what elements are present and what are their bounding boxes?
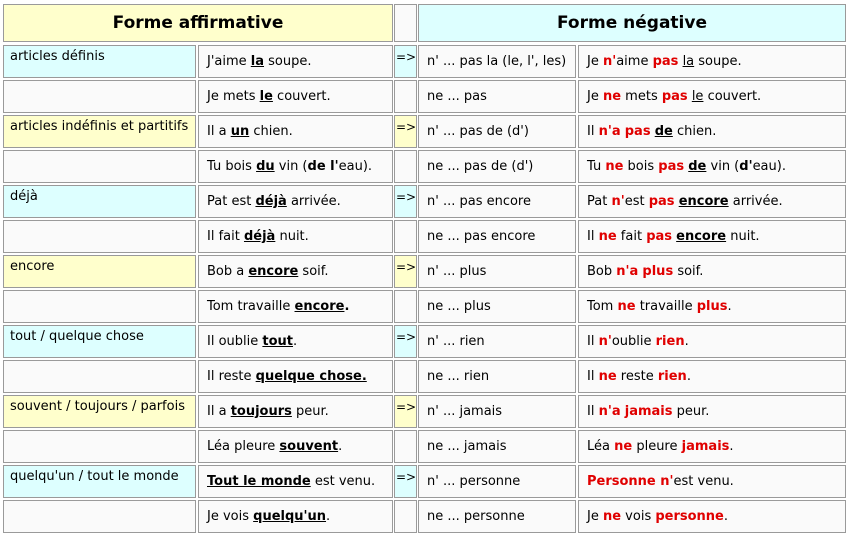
neg-fragment: .	[723, 509, 729, 524]
negation-form-label: n' ... jamais	[427, 404, 503, 419]
neg-fragment: d'	[739, 159, 753, 174]
header-affirmative: Forme affirmative	[3, 4, 393, 42]
negation-form	[418, 220, 576, 253]
aff-fragment: vin (	[274, 159, 308, 174]
negation-form-label: ne ... pas encore	[427, 229, 536, 244]
arrow-label: =>	[396, 260, 417, 274]
neg-fragment: Personne n'	[587, 474, 674, 489]
category-cell	[3, 430, 196, 463]
header-spacer	[394, 4, 417, 42]
negation-form-label: n' ... personne	[427, 474, 521, 489]
category-label: encore	[10, 259, 55, 274]
neg-fragment: ne	[614, 439, 633, 454]
category-cell	[3, 325, 196, 358]
negation-form	[418, 290, 576, 323]
neg-fragment: ne	[602, 509, 622, 524]
category-cell	[3, 185, 196, 218]
neg-fragment: .	[727, 299, 732, 314]
negative-example	[578, 80, 846, 113]
neg-fragment: de	[688, 159, 707, 174]
negation-form	[418, 115, 576, 148]
category-cell	[3, 220, 196, 253]
neg-fragment: n'	[598, 334, 612, 349]
neg-fragment: n'a	[598, 124, 621, 139]
negation-form	[418, 395, 576, 428]
affirmative-example	[198, 290, 393, 323]
header-negative: Forme négative	[418, 4, 846, 42]
neg-fragment: reste	[616, 369, 658, 384]
negation-form	[418, 325, 576, 358]
category-label: articles indéfinis et partitifs	[10, 119, 189, 134]
affirmative-example	[198, 360, 393, 393]
category-label: articles définis	[10, 49, 105, 64]
neg-fragment: ne	[598, 229, 617, 244]
arrow-cell	[394, 115, 417, 148]
aff-fragment: Pat est	[207, 194, 256, 209]
aff-fragment: couvert.	[272, 89, 331, 104]
neg-fragment: n'	[611, 194, 625, 209]
neg-fragment: personne	[655, 509, 724, 524]
arrow-cell	[394, 185, 417, 218]
neg-fragment: Il	[587, 369, 599, 384]
negative-example	[578, 290, 846, 323]
aff-fragment: Je mets	[207, 89, 260, 104]
neg-fragment: bois	[623, 159, 659, 174]
affirmative-example	[198, 115, 393, 148]
aff-fragment: déjà	[243, 229, 276, 244]
neg-fragment: chien.	[672, 124, 717, 139]
neg-fragment: Bob	[587, 264, 617, 279]
category-label: souvent / toujours / parfois	[10, 399, 185, 414]
category-cell	[3, 465, 196, 498]
aff-fragment: soupe.	[264, 54, 312, 69]
aff-fragment: de l'	[307, 159, 339, 174]
aff-fragment: chien.	[249, 124, 293, 139]
aff-fragment: Tu bois	[207, 159, 257, 174]
negative-example	[578, 45, 846, 78]
negative-example	[578, 255, 846, 288]
neg-fragment: rien	[657, 369, 687, 384]
arrow-spacer	[394, 80, 417, 113]
neg-fragment: Je	[587, 54, 603, 69]
aff-fragment: la	[250, 54, 265, 69]
aff-fragment: arrivée.	[286, 194, 341, 209]
category-cell	[3, 255, 196, 288]
negation-form	[418, 500, 576, 533]
neg-fragment: eau).	[752, 159, 786, 174]
neg-fragment: pas	[646, 229, 673, 244]
neg-fragment: ne	[605, 159, 624, 174]
neg-fragment: Je	[587, 509, 603, 524]
category-cell	[3, 395, 196, 428]
aff-fragment: toujours	[230, 404, 292, 419]
neg-fragment: Il	[587, 404, 599, 419]
negation-form	[418, 360, 576, 393]
negation-form-label: n' ... pas de (d')	[427, 124, 529, 139]
negative-example	[578, 115, 846, 148]
neg-fragment: le	[691, 89, 704, 104]
neg-fragment: est	[624, 194, 649, 209]
affirmative-example	[198, 45, 393, 78]
arrow-label: =>	[396, 470, 417, 484]
aff-fragment: est venu.	[310, 474, 376, 489]
negative-example	[578, 185, 846, 218]
category-cell	[3, 500, 196, 533]
aff-fragment: quelqu'un	[253, 509, 327, 524]
neg-fragment: pleure	[632, 439, 682, 454]
arrow-spacer	[394, 430, 417, 463]
neg-fragment: encore	[676, 229, 727, 244]
arrow-cell	[394, 45, 417, 78]
aff-fragment: Bob a	[207, 264, 249, 279]
category-cell	[3, 45, 196, 78]
negative-example	[578, 500, 846, 533]
aff-fragment: Je vois	[207, 509, 254, 524]
category-label: tout / quelque chose	[10, 329, 144, 344]
neg-fragment: jamais	[681, 439, 730, 454]
category-cell	[3, 115, 196, 148]
negation-form-label: ne ... personne	[427, 509, 525, 524]
neg-fragment: est venu.	[673, 474, 734, 489]
negative-example	[578, 150, 846, 183]
negation-form	[418, 150, 576, 183]
neg-fragment: plus	[642, 264, 674, 279]
negation-form-label: ne ... jamais	[427, 439, 507, 454]
negative-example	[578, 395, 846, 428]
aff-fragment: soif.	[298, 264, 329, 279]
neg-fragment: Pat	[587, 194, 612, 209]
arrow-label: =>	[396, 330, 417, 344]
neg-fragment: Il	[587, 334, 599, 349]
neg-fragment: aime	[616, 54, 653, 69]
arrow-spacer	[394, 290, 417, 323]
neg-fragment: la	[682, 54, 695, 69]
negation-form-label: ne ... plus	[427, 299, 491, 314]
neg-fragment: pas	[658, 159, 685, 174]
neg-fragment: pas	[648, 194, 675, 209]
affirmative-example	[198, 500, 393, 533]
negation-form-label: ne ... pas	[427, 89, 487, 104]
negative-example	[578, 360, 846, 393]
neg-fragment: Tu	[587, 159, 606, 174]
neg-fragment: Il	[587, 124, 599, 139]
neg-fragment: Léa	[587, 439, 615, 454]
aff-fragment: encore	[294, 299, 345, 314]
arrow-cell	[394, 465, 417, 498]
aff-fragment: le	[259, 89, 273, 104]
neg-fragment: soupe.	[694, 54, 742, 69]
aff-fragment: .	[344, 299, 350, 314]
neg-fragment: n'	[602, 54, 617, 69]
neg-fragment: oublie	[611, 334, 656, 349]
neg-fragment: jamais	[624, 404, 673, 419]
aff-fragment: .	[293, 334, 298, 349]
neg-fragment: peur.	[672, 404, 710, 419]
category-label: déjà	[10, 189, 38, 204]
aff-fragment: souvent	[279, 439, 339, 454]
negation-form-label: n' ... plus	[427, 264, 487, 279]
arrow-spacer	[394, 220, 417, 253]
arrow-spacer	[394, 150, 417, 183]
arrow-cell	[394, 255, 417, 288]
arrow-label: =>	[396, 50, 417, 64]
neg-fragment: ne	[617, 299, 636, 314]
negation-form-label: ne ... rien	[427, 369, 490, 384]
category-cell	[3, 80, 196, 113]
affirmative-example	[198, 185, 393, 218]
aff-fragment: Tout le monde	[207, 474, 311, 489]
neg-fragment: couvert.	[703, 89, 762, 104]
aff-fragment: Il a	[207, 404, 231, 419]
negative-example	[578, 325, 846, 358]
neg-fragment: ne	[598, 369, 617, 384]
aff-fragment: J'aime	[207, 54, 251, 69]
aff-fragment: Il fait	[207, 229, 244, 244]
neg-fragment: n'a	[616, 264, 639, 279]
negation-form-label: n' ... pas encore	[427, 194, 531, 209]
neg-fragment: Tom	[587, 299, 618, 314]
aff-fragment: nuit.	[275, 229, 309, 244]
aff-fragment: Il reste	[207, 369, 256, 384]
neg-fragment: pas	[652, 54, 679, 69]
arrow-cell	[394, 325, 417, 358]
neg-fragment: .	[684, 334, 689, 349]
neg-fragment: soif.	[673, 264, 704, 279]
negation-form	[418, 185, 576, 218]
aff-fragment: du	[256, 159, 275, 174]
neg-fragment: rien	[655, 334, 685, 349]
neg-fragment: plus	[696, 299, 728, 314]
aff-fragment: quelque chose.	[255, 369, 367, 384]
arrow-label: =>	[396, 120, 417, 134]
neg-fragment: arrivée.	[728, 194, 783, 209]
aff-fragment: Il a	[207, 124, 231, 139]
aff-fragment: Léa pleure	[207, 439, 280, 454]
affirmative-example	[198, 80, 393, 113]
neg-fragment: vois	[621, 509, 656, 524]
negative-example	[578, 465, 846, 498]
negation-form	[418, 430, 576, 463]
neg-fragment: Je	[587, 89, 603, 104]
negation-form-label: n' ... rien	[427, 334, 485, 349]
affirmative-example	[198, 325, 393, 358]
neg-fragment: encore	[678, 194, 729, 209]
negation-form-label: ne ... pas de (d')	[427, 159, 534, 174]
negation-form	[418, 465, 576, 498]
neg-fragment: .	[686, 369, 691, 384]
affirmative-example	[198, 430, 393, 463]
arrow-cell	[394, 395, 417, 428]
neg-fragment: pas	[624, 124, 651, 139]
aff-fragment: eau).	[338, 159, 373, 174]
aff-fragment: peur.	[291, 404, 329, 419]
negation-form	[418, 45, 576, 78]
neg-fragment: pas	[661, 89, 688, 104]
neg-fragment: de	[654, 124, 673, 139]
negative-example	[578, 430, 846, 463]
affirmative-example	[198, 465, 393, 498]
aff-fragment: Tom travaille	[207, 299, 295, 314]
aff-fragment: déjà	[255, 194, 287, 209]
category-cell	[3, 290, 196, 323]
neg-fragment: .	[729, 439, 734, 454]
arrow-label: =>	[396, 400, 417, 414]
aff-fragment: encore	[248, 264, 299, 279]
negative-example	[578, 220, 846, 253]
category-cell	[3, 360, 196, 393]
affirmative-example	[198, 150, 393, 183]
neg-fragment: vin (	[706, 159, 740, 174]
category-cell	[3, 150, 196, 183]
aff-fragment: .	[338, 439, 343, 454]
arrow-spacer	[394, 500, 417, 533]
negation-form	[418, 255, 576, 288]
aff-fragment: un	[230, 124, 250, 139]
affirmative-example	[198, 255, 393, 288]
aff-fragment: Il oublie	[207, 334, 263, 349]
negation-form-label: n' ... pas la (le, l', les)	[427, 54, 567, 69]
neg-fragment: nuit.	[726, 229, 760, 244]
arrow-spacer	[394, 360, 417, 393]
affirmative-example	[198, 220, 393, 253]
category-label: quelqu'un / tout le monde	[10, 469, 179, 484]
neg-fragment: fait	[616, 229, 647, 244]
negation-form	[418, 80, 576, 113]
affirmative-example	[198, 395, 393, 428]
neg-fragment: ne	[602, 89, 622, 104]
neg-fragment: n'a	[598, 404, 621, 419]
arrow-label: =>	[396, 190, 417, 204]
neg-fragment: Il	[587, 229, 599, 244]
neg-fragment: mets	[621, 89, 662, 104]
neg-fragment: travaille	[635, 299, 697, 314]
aff-fragment: .	[326, 509, 331, 524]
aff-fragment: tout	[262, 334, 294, 349]
